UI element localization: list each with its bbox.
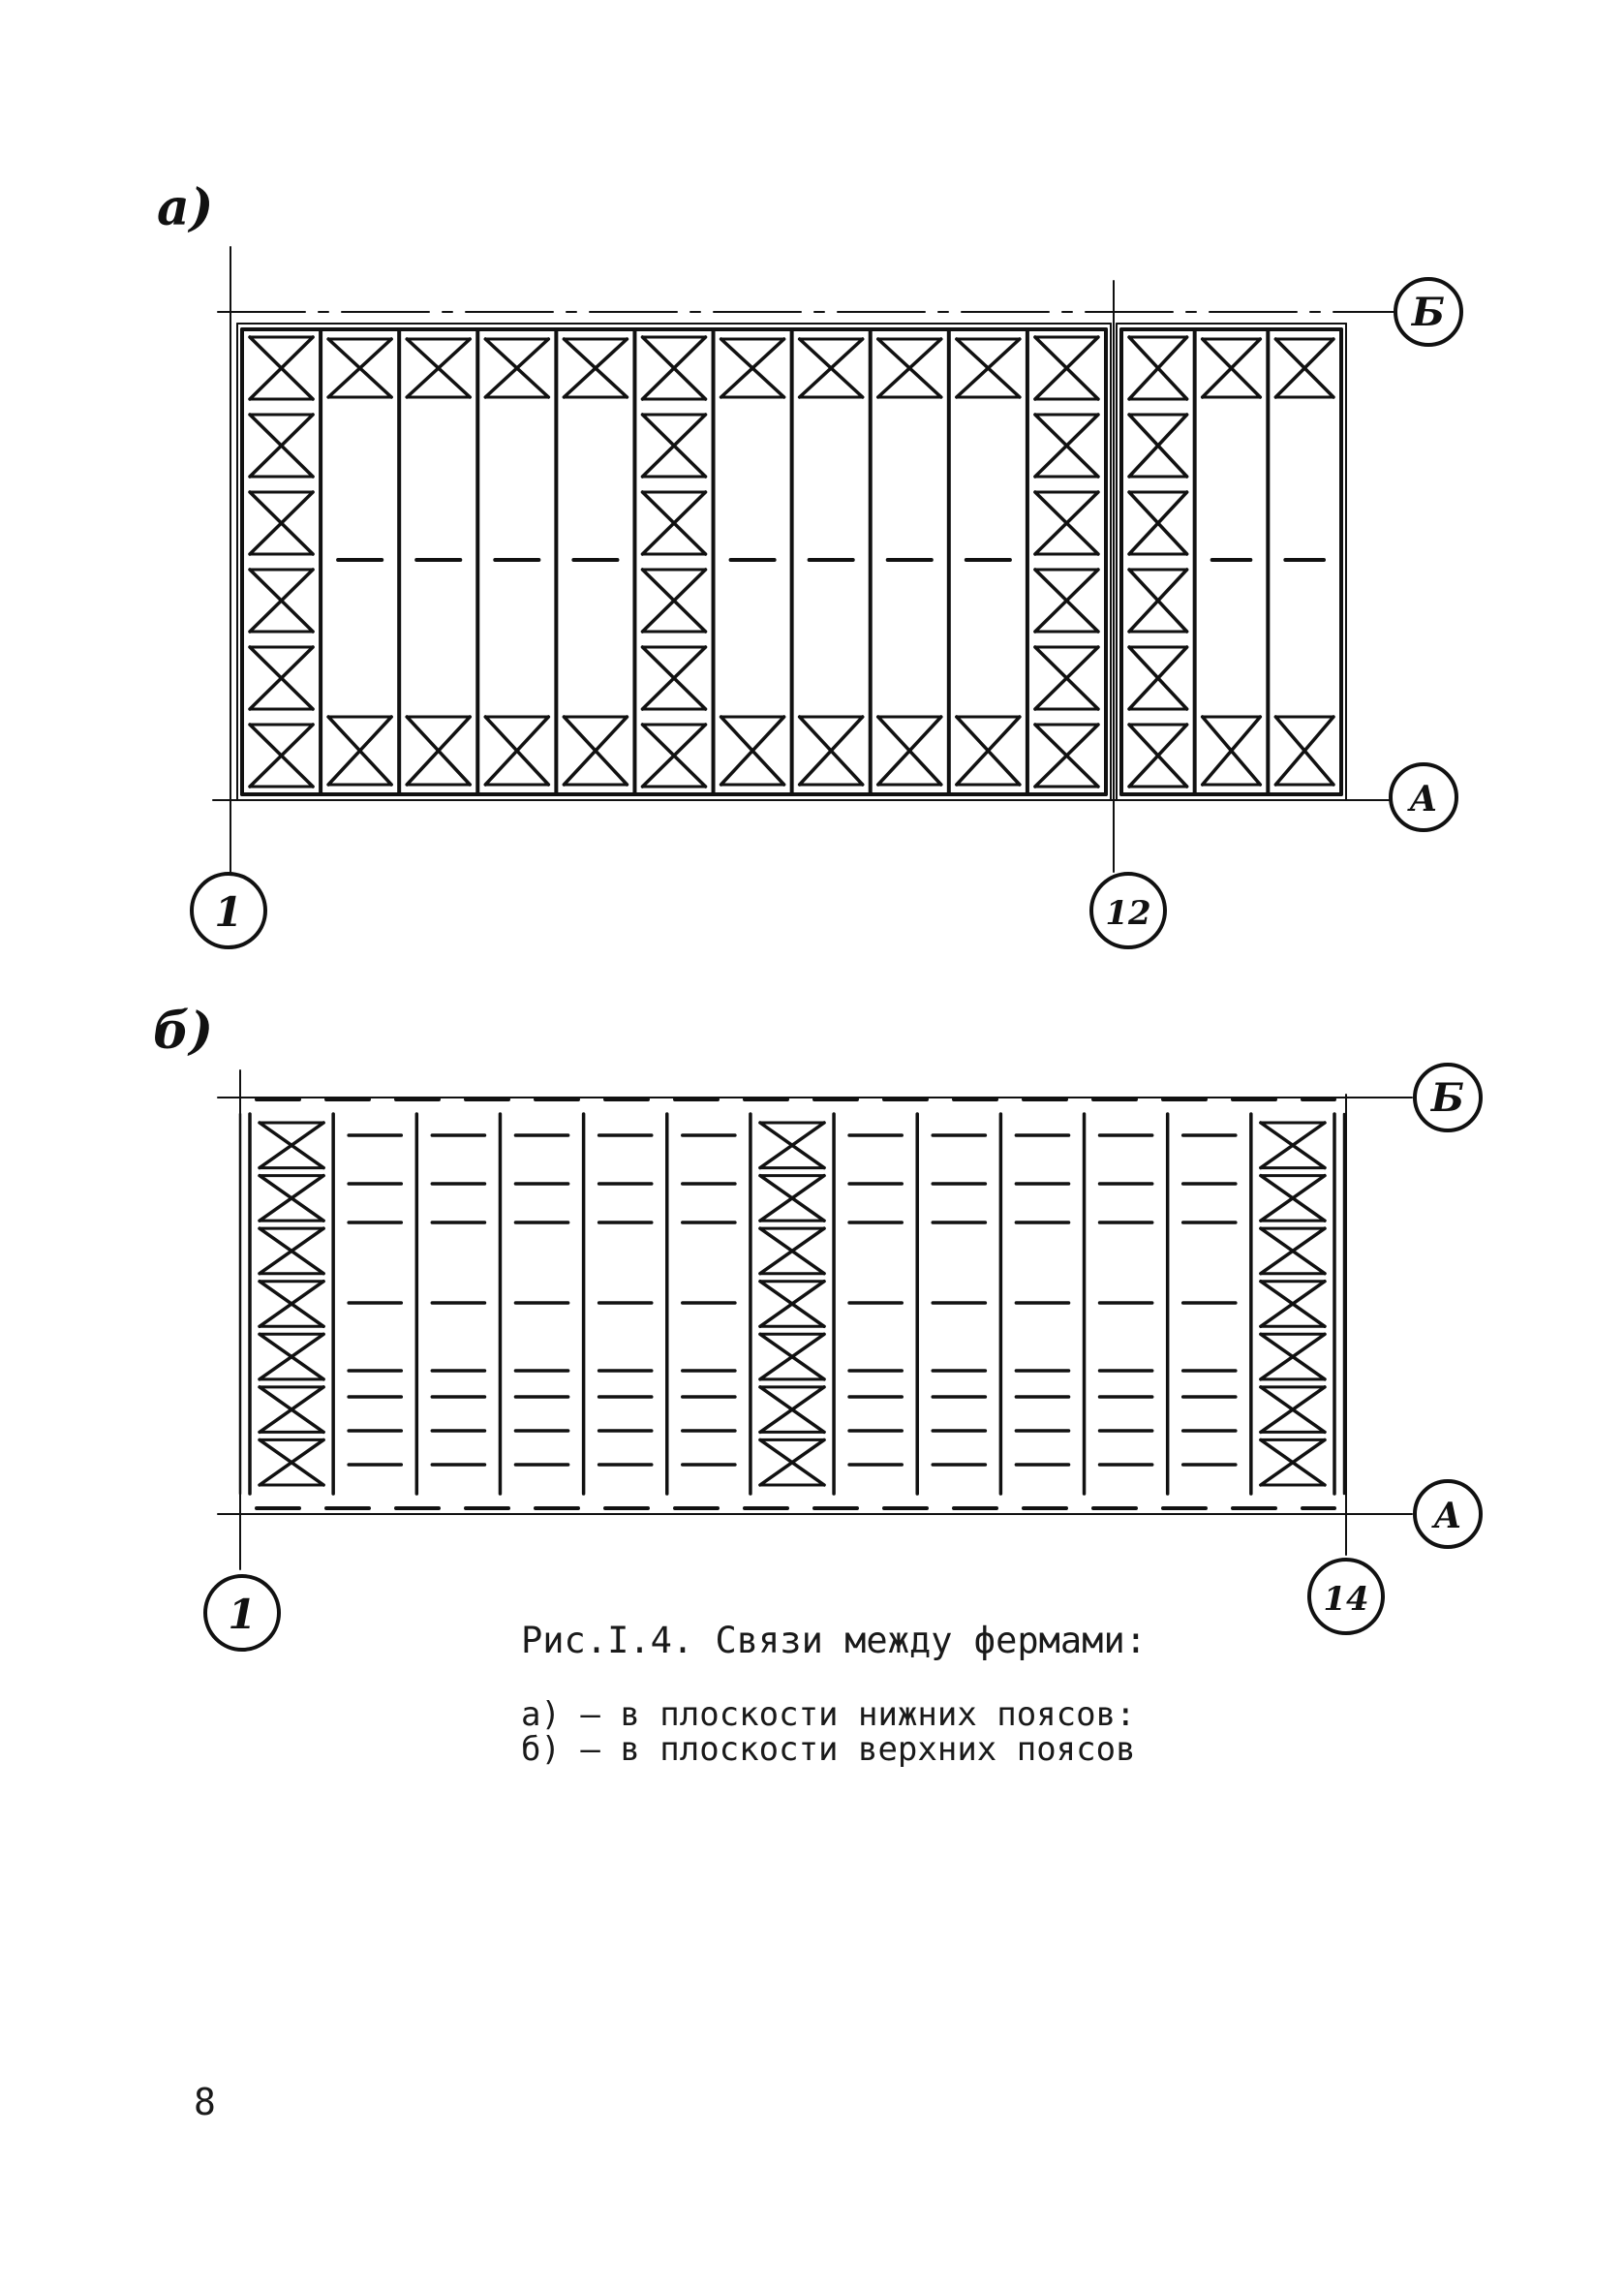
axis-label-a-bottom: А xyxy=(1409,779,1438,820)
column-cross-brace xyxy=(760,1334,824,1379)
plan-a-block-1 xyxy=(237,324,1111,800)
plan-a-label: а) xyxy=(157,178,214,237)
bottom-cross-brace xyxy=(800,717,863,785)
vertical-cross-brace xyxy=(642,570,705,632)
figure-caption-line-a: а) – в плоскости нижних поясов: xyxy=(521,1695,1136,1734)
axis-label-b-right: 14 xyxy=(1323,1580,1369,1619)
column-cross-brace xyxy=(260,1123,323,1168)
top-cross-brace xyxy=(564,339,627,397)
column-cross-brace xyxy=(1261,1439,1325,1485)
vertical-cross-brace xyxy=(250,570,313,632)
column-cross-brace xyxy=(1261,1334,1325,1379)
plan-b-upper-chord-bracing xyxy=(218,1070,1412,1569)
bottom-cross-brace xyxy=(328,717,391,785)
vertical-cross-brace xyxy=(1129,415,1187,477)
bottom-cross-brace xyxy=(878,717,941,785)
vertical-cross-brace xyxy=(642,647,705,709)
vertical-cross-brace xyxy=(642,337,705,399)
axis-bubble-b-right xyxy=(1309,1560,1383,1633)
top-cross-brace xyxy=(407,339,470,397)
vertical-cross-brace xyxy=(1035,492,1098,554)
axis-bubble-a-left xyxy=(192,874,265,947)
axis-bubble-a-bottom xyxy=(1391,764,1456,830)
vertical-cross-brace xyxy=(1129,725,1187,787)
axis-label-b-top: Б xyxy=(1430,1075,1465,1121)
top-cross-brace xyxy=(485,339,548,397)
vertical-cross-brace xyxy=(1035,337,1098,399)
bottom-cross-brace xyxy=(407,717,470,785)
column-cross-brace xyxy=(260,1439,323,1485)
column-cross-brace xyxy=(1261,1228,1325,1274)
top-cross-brace xyxy=(721,339,784,397)
vertical-cross-brace xyxy=(250,647,313,709)
vertical-cross-brace xyxy=(642,492,705,554)
top-cross-brace xyxy=(1203,339,1261,397)
column-cross-brace xyxy=(1261,1387,1325,1433)
column-cross-brace xyxy=(260,1176,323,1222)
axis-bubble-b-bottom xyxy=(1415,1481,1481,1547)
plan-a-lower-chord-bracing xyxy=(213,247,1394,872)
column-cross-brace xyxy=(260,1282,323,1327)
top-cross-brace xyxy=(1275,339,1333,397)
vertical-cross-brace xyxy=(1035,415,1098,477)
plan-b-label: б) xyxy=(153,1002,214,1061)
column-cross-brace xyxy=(760,1176,824,1222)
top-cross-brace xyxy=(800,339,863,397)
plan-a-block-2 xyxy=(1117,324,1346,800)
vertical-cross-brace xyxy=(250,492,313,554)
axis-label-b-bottom: А xyxy=(1433,1496,1462,1536)
vertical-cross-brace xyxy=(1129,337,1187,399)
vertical-cross-brace xyxy=(1035,647,1098,709)
vertical-cross-brace xyxy=(1035,570,1098,632)
vertical-cross-brace xyxy=(642,415,705,477)
axis-bubble-a-top xyxy=(1395,279,1461,345)
bottom-cross-brace xyxy=(1275,717,1333,785)
column-cross-brace xyxy=(760,1387,824,1433)
vertical-cross-brace xyxy=(250,337,313,399)
axis-label-a-top: Б xyxy=(1411,290,1446,335)
column-cross-brace xyxy=(260,1228,323,1274)
vertical-cross-brace xyxy=(1129,570,1187,632)
axis-bubble-b-left xyxy=(205,1576,279,1650)
column-cross-brace xyxy=(260,1334,323,1379)
column-cross-brace xyxy=(760,1228,824,1274)
bottom-cross-brace xyxy=(1203,717,1261,785)
top-cross-brace xyxy=(957,339,1020,397)
vertical-cross-brace xyxy=(1129,492,1187,554)
bottom-cross-brace xyxy=(721,717,784,785)
vertical-cross-brace xyxy=(642,725,705,787)
axis-label-a-left: 1 xyxy=(214,888,243,936)
figure-caption-title: Рис.I.4. Связи между фермами: xyxy=(521,1620,1148,1661)
vertical-cross-brace xyxy=(250,415,313,477)
column-cross-brace xyxy=(760,1123,824,1168)
vertical-cross-brace xyxy=(250,725,313,787)
top-cross-brace xyxy=(328,339,391,397)
vertical-cross-brace xyxy=(1035,725,1098,787)
axis-label-b-left: 1 xyxy=(228,1591,257,1638)
figure-caption-line-b: б) – в плоскости верхних поясов xyxy=(521,1730,1136,1769)
column-cross-brace xyxy=(760,1439,824,1485)
axis-bubble-a-right xyxy=(1091,874,1165,947)
bottom-cross-brace xyxy=(957,717,1020,785)
column-cross-brace xyxy=(1261,1282,1325,1327)
column-cross-brace xyxy=(760,1282,824,1327)
top-cross-brace xyxy=(878,339,941,397)
column-cross-brace xyxy=(260,1387,323,1433)
page-number: 8 xyxy=(194,2081,216,2123)
column-cross-brace xyxy=(1261,1176,1325,1222)
column-cross-brace xyxy=(1261,1123,1325,1168)
vertical-cross-brace xyxy=(1129,647,1187,709)
bottom-cross-brace xyxy=(564,717,627,785)
bottom-cross-brace xyxy=(485,717,548,785)
axis-bubble-b-top xyxy=(1415,1065,1481,1130)
axis-label-a-right: 12 xyxy=(1105,894,1151,933)
